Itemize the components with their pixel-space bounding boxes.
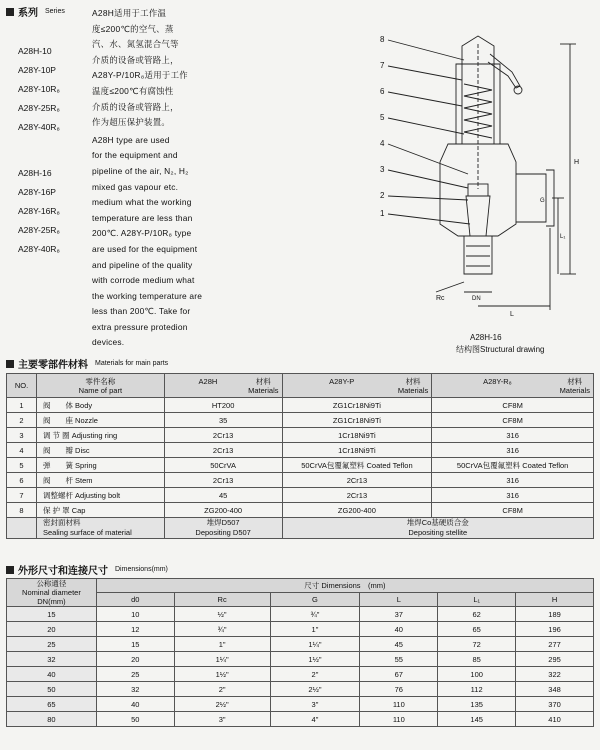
col-d0: d0 — [96, 593, 174, 607]
cell-g: ¾" — [270, 607, 360, 622]
table-row — [7, 667, 594, 682]
cell-l: 55 — [360, 652, 438, 667]
col-part-en: Name of part — [78, 385, 123, 395]
cell-a28yr: 50CrVA包覆氟塑料 Coated Teflon — [432, 458, 594, 473]
dim-label-l: L — [510, 311, 514, 318]
desc-line: 温度≤200℃有腐蚀性 — [92, 85, 174, 96]
cell-dn: 65 — [7, 697, 97, 712]
cell-g: 1½" — [270, 652, 360, 667]
col-a28h — [164, 374, 282, 398]
cell-l1: 135 — [438, 697, 516, 712]
col-mat-en: Materials — [397, 385, 429, 395]
valve-structural-drawing — [370, 24, 592, 334]
col-mat-cn: 材料 — [567, 376, 583, 386]
cell-rc: 1½" — [174, 667, 270, 682]
cell-rc: ¾" — [174, 622, 270, 637]
series-item: A28Y-40R₈ — [18, 244, 60, 254]
col-a28yr-label: A28Y-R₈ — [483, 376, 512, 386]
series-group-1 — [18, 42, 90, 137]
desc-line: extra pressure protedion — [92, 321, 188, 332]
cell-l1: 145 — [438, 712, 516, 727]
series-header-en: Series — [45, 8, 65, 15]
table-row — [7, 458, 594, 473]
cell-dn: 32 — [7, 652, 97, 667]
sealing-part-en: Sealing surface of material — [42, 528, 132, 537]
cell-g: 2" — [270, 667, 360, 682]
cell-no: 8 — [7, 503, 37, 518]
materials-table — [6, 373, 594, 539]
cell-h: 348 — [516, 682, 594, 697]
series-item: A28Y-25R₈ — [18, 103, 60, 113]
col-mat-en: Materials — [559, 385, 590, 395]
col-a28yp-label: A28Y-P — [329, 376, 355, 386]
series-list — [18, 42, 90, 286]
table-row — [7, 682, 594, 697]
table-row — [7, 637, 594, 652]
cell-part: 保 护 罩 Cap — [36, 503, 164, 518]
leader-1 — [388, 214, 470, 224]
cell-d0: 40 — [96, 697, 174, 712]
dimensions-table — [6, 578, 594, 727]
col-g: G — [270, 593, 360, 607]
cell-l1: 112 — [438, 682, 516, 697]
cell-no: 3 — [7, 428, 37, 443]
series-item: A28H-10 — [18, 46, 52, 56]
dim-label-g: G — [540, 198, 545, 204]
cell-rc: ½" — [174, 607, 270, 622]
leader-7 — [388, 66, 462, 80]
desc-line: 作为超压保护装置。 — [92, 117, 171, 128]
description-cn — [92, 6, 242, 131]
cell-l1: 62 — [438, 607, 516, 622]
cell-a28yp: 1Cr18Ni9Ti — [282, 428, 432, 443]
leader-4 — [388, 144, 468, 174]
series-item: A28Y-16P — [18, 187, 56, 197]
table-row — [7, 443, 594, 458]
cell-l: 76 — [360, 682, 438, 697]
materials-header-cn: 主要零部件材料 — [18, 360, 88, 371]
col-dn-cn: 公称通径 — [36, 579, 67, 588]
cell-part: 弹 簧 Spring — [36, 458, 164, 473]
cell-g: 1¼" — [270, 637, 360, 652]
cell-no: 2 — [7, 413, 37, 428]
cell-a28h: ZG200-400 — [164, 503, 282, 518]
cell-a28h: 45 — [164, 488, 282, 503]
cell-dn: 50 — [7, 682, 97, 697]
cell-d0: 10 — [96, 607, 174, 622]
callout-5: 5 — [380, 113, 385, 122]
cell-l1: 85 — [438, 652, 516, 667]
cell-l: 45 — [360, 637, 438, 652]
desc-line: are used for the equipment — [92, 243, 198, 254]
cell-no: 6 — [7, 473, 37, 488]
desc-line: 介质的设备或管路上， — [92, 101, 179, 112]
cell-a28yr: 316 — [432, 443, 594, 458]
cell-d0: 20 — [96, 652, 174, 667]
col-a28h-label: A28H — [198, 376, 218, 386]
leader-3 — [388, 170, 468, 188]
callout-4: 4 — [380, 139, 385, 148]
desc-line: 汽、水、氮氢混合气等 — [92, 39, 179, 50]
cell-a28yr: 316 — [432, 488, 594, 503]
cell-a28yp: 2Cr13 — [282, 473, 432, 488]
dim-label-h: H — [574, 159, 580, 166]
cell-a28yp: 2Cr13 — [282, 488, 432, 503]
col-a28yp — [282, 374, 432, 398]
cell-part: 阀 瓣 Disc — [36, 443, 164, 458]
table-row — [7, 712, 594, 727]
cell-no: 1 — [7, 398, 37, 413]
cell-l: 110 — [360, 697, 438, 712]
col-part — [36, 374, 164, 398]
series-header-cn: 系列 — [18, 8, 38, 19]
col-dims-span: 尺寸 Dimensions (mm) — [96, 579, 593, 593]
leader-2 — [388, 196, 468, 200]
cell-sealing-part — [36, 518, 164, 539]
body-shape — [440, 144, 516, 236]
lever-shape — [488, 54, 520, 88]
cell-d0: 25 — [96, 667, 174, 682]
cell-h: 370 — [516, 697, 594, 712]
cell-part: 阀 杆 Stem — [36, 473, 164, 488]
cell-rc: 3" — [174, 712, 270, 727]
leader-8 — [388, 40, 464, 60]
dimensions-header-cn: 外形尺寸和连接尺寸 — [18, 566, 108, 577]
table-row — [7, 607, 594, 622]
section-square-icon — [6, 566, 14, 574]
description-en — [92, 133, 242, 351]
cell-a28yr: CF8M — [432, 413, 594, 428]
desc-line: and pipeline of the quality — [92, 259, 193, 270]
cell-h: 295 — [516, 652, 594, 667]
nozzle-shape — [466, 196, 490, 236]
dim-label-l1: L₁ — [560, 234, 566, 240]
col-dn-en2: DN(mm) — [37, 597, 66, 606]
series-item: A28Y-10P — [18, 65, 56, 75]
col-dn-en1: Nominal diameter — [22, 588, 81, 597]
cell-l: 40 — [360, 622, 438, 637]
cell-a28yp: 50CrVA包覆氟塑料 Coated Teflon — [282, 458, 432, 473]
cell-a28h: 2Cr13 — [164, 473, 282, 488]
sealing-row — [7, 518, 594, 539]
cell-d0: 50 — [96, 712, 174, 727]
cell-rc: 2" — [174, 682, 270, 697]
callout-7: 7 — [380, 61, 385, 70]
desc-line: medium what the working — [92, 197, 192, 208]
sealing-part-cn: 密封面材料 — [42, 518, 81, 527]
desc-line: A28Y-P/10R₈适用于工作 — [92, 70, 188, 81]
cell-part: 调 节 圈 Adjusting ring — [36, 428, 164, 443]
cell-h: 189 — [516, 607, 594, 622]
cell-l: 110 — [360, 712, 438, 727]
callout-8: 8 — [380, 35, 385, 44]
callout-3: 3 — [380, 165, 385, 174]
col-part-cn: 零件名称 — [85, 376, 116, 386]
series-item: A28Y-25R₈ — [18, 225, 60, 235]
table-row — [7, 622, 594, 637]
dim-label-rc: Rc — [436, 295, 445, 302]
col-l1: L₁ — [438, 593, 516, 607]
cell-l: 37 — [360, 607, 438, 622]
cell-a28h: HT200 — [164, 398, 282, 413]
table-row — [7, 697, 594, 712]
cell-a28yr: 316 — [432, 428, 594, 443]
cell-g: 4" — [270, 712, 360, 727]
cell-a28h: 50CrVA — [164, 458, 282, 473]
desc-line: mixed gas vapour etc. — [92, 181, 179, 192]
cell-dn: 20 — [7, 622, 97, 637]
series-item: A28H-16 — [18, 168, 52, 178]
cell-rc: 1" — [174, 637, 270, 652]
col-no: NO. — [7, 374, 37, 398]
desc-line: A28H适用于工作温 — [92, 8, 167, 18]
cell-dn: 40 — [7, 667, 97, 682]
callout-1: 1 — [380, 209, 385, 218]
cell-dn: 25 — [7, 637, 97, 652]
col-l: L — [360, 593, 438, 607]
cell-sealing-a28h — [164, 518, 282, 539]
desc-line: 度≤200℃的空气、蒸 — [92, 23, 174, 34]
cell-sealing-other — [282, 518, 593, 539]
series-item: A28Y-10R₈ — [18, 84, 60, 94]
desc-line: temperature are less than — [92, 212, 193, 223]
cell-part: 调整螺杆 Adjusting bolt — [36, 488, 164, 503]
col-dn — [7, 579, 97, 607]
table-row — [7, 473, 594, 488]
cell-a28h: 35 — [164, 413, 282, 428]
sealing-a28h-cn: 堆焊D507 — [206, 518, 240, 527]
leader-rc — [436, 282, 464, 292]
dimensions-header-en: Dimensions(mm) — [115, 566, 168, 573]
cell-no: 4 — [7, 443, 37, 458]
cell-l1: 100 — [438, 667, 516, 682]
drawing-caption-model: A28H-16 — [470, 333, 502, 342]
cell-a28yp: ZG1Cr18Ni9Ti — [282, 398, 432, 413]
cell-d0: 12 — [96, 622, 174, 637]
table-row — [7, 503, 594, 518]
cell-no: 5 — [7, 458, 37, 473]
desc-line: less than 200℃. Take for — [92, 306, 191, 317]
section-square-icon — [6, 8, 14, 16]
cell-a28yr: CF8M — [432, 398, 594, 413]
materials-header-row — [7, 374, 594, 398]
sealing-other-cn: 堆焊Co基硬质合金 — [406, 518, 469, 527]
sealing-a28h-en: Depositing D507 — [195, 528, 251, 537]
dim-label-dn: DN — [472, 296, 481, 302]
desc-line: devices. — [92, 337, 125, 348]
table-row — [7, 652, 594, 667]
cell-a28yp: 1Cr18Ni9Ti — [282, 443, 432, 458]
inlet-shape — [464, 236, 492, 274]
desc-line: with corrode medium what — [92, 275, 195, 286]
materials-header — [6, 356, 168, 371]
desc-line: for the equipment and — [92, 150, 178, 161]
cell-no — [7, 518, 37, 539]
cell-h: 410 — [516, 712, 594, 727]
cell-a28yp: ZG1Cr18Ni9Ti — [282, 413, 432, 428]
table-row — [7, 413, 594, 428]
leader-5 — [388, 118, 464, 134]
product-description — [92, 6, 242, 351]
col-a28yr — [432, 374, 594, 398]
desc-line: pipeline of the air, N₂, H₂ — [92, 165, 189, 176]
cell-h: 277 — [516, 637, 594, 652]
col-mat-cn: 材料 — [405, 376, 421, 386]
cell-a28yr: 316 — [432, 473, 594, 488]
cell-part: 阀 座 Nozzle — [36, 413, 164, 428]
cell-g: 2½" — [270, 682, 360, 697]
desc-line: A28H type are used — [92, 134, 170, 145]
inlet-thread — [466, 246, 490, 266]
sealing-other-en: Depositing stellite — [408, 528, 468, 537]
cell-h: 196 — [516, 622, 594, 637]
cell-d0: 32 — [96, 682, 174, 697]
cell-part: 阀 体 Body — [36, 398, 164, 413]
dimensions-header — [6, 562, 168, 577]
series-item: A28Y-16R₈ — [18, 206, 60, 216]
cell-a28yr: CF8M — [432, 503, 594, 518]
cell-l1: 65 — [438, 622, 516, 637]
leader-6 — [388, 92, 462, 106]
table-row — [7, 488, 594, 503]
col-rc: Rc — [174, 593, 270, 607]
series-item: A28Y-40R₈ — [18, 122, 60, 132]
cell-a28h: 2Cr13 — [164, 443, 282, 458]
series-group-2 — [18, 164, 90, 259]
desc-line: 200℃. A28Y-P/10R₈ type — [92, 228, 192, 239]
col-mat-en: Materials — [248, 385, 279, 395]
cell-g: 1" — [270, 622, 360, 637]
cell-no: 7 — [7, 488, 37, 503]
cell-a28h: 2Cr13 — [164, 428, 282, 443]
cell-rc: 1¼" — [174, 652, 270, 667]
cell-dn: 15 — [7, 607, 97, 622]
cell-d0: 15 — [96, 637, 174, 652]
desc-line: 介质的设备或管路上， — [92, 54, 179, 65]
cell-g: 3" — [270, 697, 360, 712]
cell-a28yp: ZG200-400 — [282, 503, 432, 518]
section-square-icon — [6, 360, 14, 368]
table-row — [7, 428, 594, 443]
desc-line: the working temperature are — [92, 290, 203, 301]
table-row — [7, 398, 594, 413]
callout-2: 2 — [380, 191, 385, 200]
cell-dn: 80 — [7, 712, 97, 727]
dimensions-header-row-1 — [7, 579, 594, 593]
materials-header-en: Materials for main parts — [95, 360, 169, 367]
cell-l1: 72 — [438, 637, 516, 652]
series-header — [6, 4, 65, 19]
drawing-caption-text: 结构图Structural drawing — [456, 345, 545, 354]
cell-h: 322 — [516, 667, 594, 682]
col-h: H — [516, 593, 594, 607]
cell-rc: 2½" — [174, 697, 270, 712]
callout-6: 6 — [380, 87, 385, 96]
cell-l: 67 — [360, 667, 438, 682]
col-mat-cn: 材料 — [255, 376, 271, 386]
